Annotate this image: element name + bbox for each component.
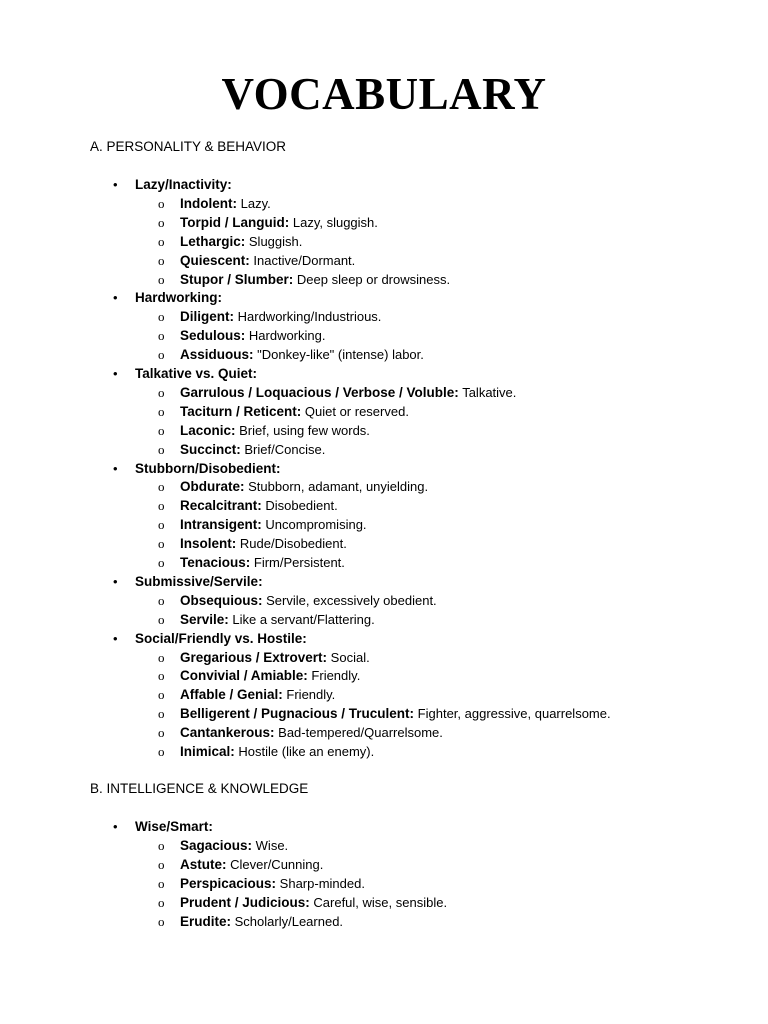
vocab-definition: Careful, wise, sensible. bbox=[313, 894, 448, 910]
vocab-term: Sagacious: bbox=[180, 837, 253, 853]
vocab-term: Cantankerous: bbox=[180, 725, 275, 741]
vocab-entry bbox=[158, 554, 345, 572]
vocab-entry bbox=[158, 384, 517, 402]
vocab-entry bbox=[158, 611, 375, 629]
bullet-icon: • bbox=[113, 366, 118, 381]
sub-bullet-icon: o bbox=[158, 498, 165, 514]
sub-bullet-icon: o bbox=[158, 856, 165, 872]
sub-bullet-icon: o bbox=[158, 233, 165, 249]
vocab-definition: Servile, excessively obedient. bbox=[266, 592, 437, 608]
vocab-term: Quiescent: bbox=[180, 252, 250, 268]
vocab-definition: Clever/Cunning. bbox=[230, 856, 324, 872]
vocab-term: Obdurate: bbox=[180, 479, 245, 495]
category-label: Talkative vs. Quiet: bbox=[135, 366, 258, 381]
sub-bullet-icon: o bbox=[158, 725, 165, 741]
category-item bbox=[113, 460, 281, 478]
vocab-term: Recalcitrant: bbox=[180, 498, 262, 514]
vocab-term: Servile: bbox=[180, 611, 229, 627]
vocab-definition: Scholarly/Learned. bbox=[234, 913, 344, 929]
bullet-icon: • bbox=[113, 630, 118, 646]
vocab-definition: Social. bbox=[330, 649, 370, 665]
vocab-definition: Lazy, sluggish. bbox=[292, 214, 378, 230]
category-label: Hardworking: bbox=[135, 290, 223, 306]
vocab-term: Laconic: bbox=[180, 422, 236, 438]
category-item bbox=[113, 289, 223, 307]
vocab-definition: Inactive/Dormant. bbox=[253, 252, 356, 268]
vocab-entry bbox=[158, 478, 429, 496]
sub-bullet-icon: o bbox=[158, 536, 165, 552]
vocab-definition: Wise. bbox=[255, 837, 289, 853]
vocab-definition: Disobedient. bbox=[265, 498, 338, 514]
sub-bullet-icon: o bbox=[158, 875, 165, 891]
vocab-entry bbox=[158, 686, 336, 704]
vocab-term: Obsequious: bbox=[180, 592, 263, 608]
sub-bullet-icon: o bbox=[158, 328, 165, 344]
vocab-term: Diligent: bbox=[180, 309, 234, 325]
vocab-definition: Brief/Concise. bbox=[244, 441, 326, 457]
vocab-entry bbox=[158, 195, 271, 213]
category-label: Stubborn/Disobedient: bbox=[135, 460, 281, 476]
vocab-definition: Uncompromising. bbox=[265, 517, 367, 533]
category-item bbox=[113, 176, 232, 194]
sub-bullet-icon: o bbox=[158, 668, 165, 684]
vocab-definition: Lazy. bbox=[240, 195, 271, 211]
sub-bullet-icon: o bbox=[158, 894, 165, 910]
vocab-entry bbox=[158, 252, 356, 270]
vocab-entry bbox=[158, 667, 361, 685]
vocab-entry bbox=[158, 308, 382, 326]
sub-bullet-icon: o bbox=[158, 517, 165, 533]
sub-bullet-icon: o bbox=[158, 744, 165, 759]
vocab-entry bbox=[158, 592, 437, 610]
bullet-icon: • bbox=[113, 460, 118, 476]
sub-bullet-icon: o bbox=[158, 706, 165, 722]
sub-bullet-icon: o bbox=[158, 649, 165, 665]
vocab-definition: Brief, using few words. bbox=[239, 422, 370, 438]
sub-bullet-icon: o bbox=[158, 271, 165, 287]
category-item bbox=[113, 818, 213, 836]
vocab-term: Astute: bbox=[180, 856, 227, 872]
vocab-term: Perspicacious: bbox=[180, 875, 277, 891]
vocab-entry bbox=[158, 327, 326, 345]
vocab-definition: Fighter, aggressive, quarrelsome. bbox=[417, 706, 611, 722]
vocab-entry bbox=[158, 214, 378, 232]
vocab-term: Affable / Genial: bbox=[180, 687, 283, 703]
vocab-term: Taciturn / Reticent: bbox=[180, 403, 302, 419]
vocab-entry bbox=[158, 894, 448, 912]
sub-bullet-icon: o bbox=[158, 611, 165, 627]
sub-bullet-icon: o bbox=[158, 195, 165, 211]
vocab-term: Lethargic: bbox=[180, 233, 246, 249]
bullet-icon: • bbox=[113, 819, 118, 834]
sub-bullet-icon: o bbox=[158, 441, 165, 457]
category-item bbox=[113, 365, 258, 383]
vocab-term: Sedulous: bbox=[180, 328, 246, 344]
vocab-term: Torpid / Languid: bbox=[180, 214, 290, 230]
sub-bullet-icon: o bbox=[158, 384, 165, 400]
bullet-icon: • bbox=[113, 177, 118, 192]
vocab-definition: Hardworking. bbox=[248, 328, 326, 344]
sub-bullet-icon: o bbox=[158, 837, 165, 853]
vocab-definition: Like a servant/Flattering. bbox=[232, 611, 375, 627]
vocab-entry bbox=[158, 516, 367, 534]
vocab-entry bbox=[158, 649, 370, 667]
sub-bullet-icon: o bbox=[158, 309, 165, 325]
vocab-term: Prudent / Judicious: bbox=[180, 894, 310, 910]
vocab-term: Indolent: bbox=[180, 195, 237, 211]
sub-bullet-icon: o bbox=[158, 347, 165, 363]
vocab-entry bbox=[158, 913, 344, 931]
sub-bullet-icon: o bbox=[158, 252, 165, 268]
vocab-definition: Sluggish. bbox=[248, 233, 303, 249]
vocab-term: Insolent: bbox=[180, 536, 237, 552]
vocab-definition: "Donkey-like" (intense) labor. bbox=[257, 347, 424, 363]
vocab-entry bbox=[158, 346, 424, 364]
vocab-entry bbox=[158, 837, 289, 855]
sub-bullet-icon: o bbox=[158, 913, 165, 929]
vocab-entry bbox=[158, 271, 451, 289]
sub-bullet-icon: o bbox=[158, 687, 165, 703]
page-title: VOCABULARY bbox=[221, 69, 547, 119]
sub-bullet-icon: o bbox=[158, 479, 165, 495]
category-item bbox=[113, 573, 263, 591]
category-label: Lazy/Inactivity: bbox=[135, 177, 232, 192]
vocab-entry bbox=[158, 705, 611, 723]
vocab-definition: Deep sleep or drowsiness. bbox=[296, 271, 451, 287]
vocab-entry bbox=[158, 497, 338, 515]
sub-bullet-icon: o bbox=[158, 422, 165, 438]
vocab-definition: Sharp-minded. bbox=[279, 875, 365, 891]
bullet-icon: • bbox=[113, 573, 118, 589]
vocab-entry bbox=[158, 441, 326, 459]
vocab-term: Erudite: bbox=[180, 913, 232, 929]
vocab-entry bbox=[158, 724, 443, 742]
vocab-term: Intransigent: bbox=[180, 517, 262, 533]
vocab-entry bbox=[158, 743, 375, 761]
vocab-definition: Firm/Persistent. bbox=[253, 555, 345, 570]
vocab-term: Inimical: bbox=[180, 744, 235, 759]
vocab-term: Gregarious / Extrovert: bbox=[180, 649, 328, 665]
vocab-definition: Stubborn, adamant, unyielding. bbox=[248, 479, 429, 495]
bullet-icon: • bbox=[113, 290, 118, 306]
category-item bbox=[113, 630, 307, 648]
vocab-term: Convivial / Amiable: bbox=[180, 668, 308, 684]
vocab-term: Stupor / Slumber: bbox=[180, 271, 294, 287]
vocab-definition: Friendly. bbox=[311, 668, 361, 684]
sub-bullet-icon: o bbox=[158, 592, 165, 608]
vocab-entry bbox=[158, 403, 409, 421]
vocab-definition: Rude/Disobedient. bbox=[239, 536, 347, 552]
category-label: Submissive/Servile: bbox=[135, 573, 263, 589]
category-label: Social/Friendly vs. Hostile: bbox=[135, 630, 307, 646]
vocab-definition: Bad-tempered/Quarrelsome. bbox=[278, 725, 443, 741]
vocab-term: Assiduous: bbox=[180, 347, 254, 363]
category-label: Wise/Smart: bbox=[135, 819, 213, 834]
vocab-definition: Friendly. bbox=[286, 687, 336, 703]
vocab-definition: Hostile (like an enemy). bbox=[238, 744, 375, 759]
section-heading: A. PERSONALITY & BEHAVIOR bbox=[90, 139, 287, 154]
sub-bullet-icon: o bbox=[158, 555, 165, 570]
vocab-definition: Hardworking/Industrious. bbox=[237, 309, 382, 325]
vocab-term: Tenacious: bbox=[180, 555, 251, 570]
vocab-entry bbox=[158, 535, 347, 553]
vocab-entry bbox=[158, 422, 370, 440]
vocab-definition: Talkative. bbox=[462, 384, 517, 400]
vocab-definition: Quiet or reserved. bbox=[304, 403, 409, 419]
vocab-entry bbox=[158, 856, 324, 874]
vocab-entry bbox=[158, 875, 365, 893]
vocab-entry bbox=[158, 233, 303, 251]
vocab-term: Succinct: bbox=[180, 441, 241, 457]
sub-bullet-icon: o bbox=[158, 403, 165, 419]
section-heading: B. INTELLIGENCE & KNOWLEDGE bbox=[90, 781, 309, 796]
vocab-term: Belligerent / Pugnacious / Truculent: bbox=[180, 706, 415, 722]
vocab-term: Garrulous / Loquacious / Verbose / Voluble: bbox=[180, 384, 459, 400]
sub-bullet-icon: o bbox=[158, 214, 165, 230]
